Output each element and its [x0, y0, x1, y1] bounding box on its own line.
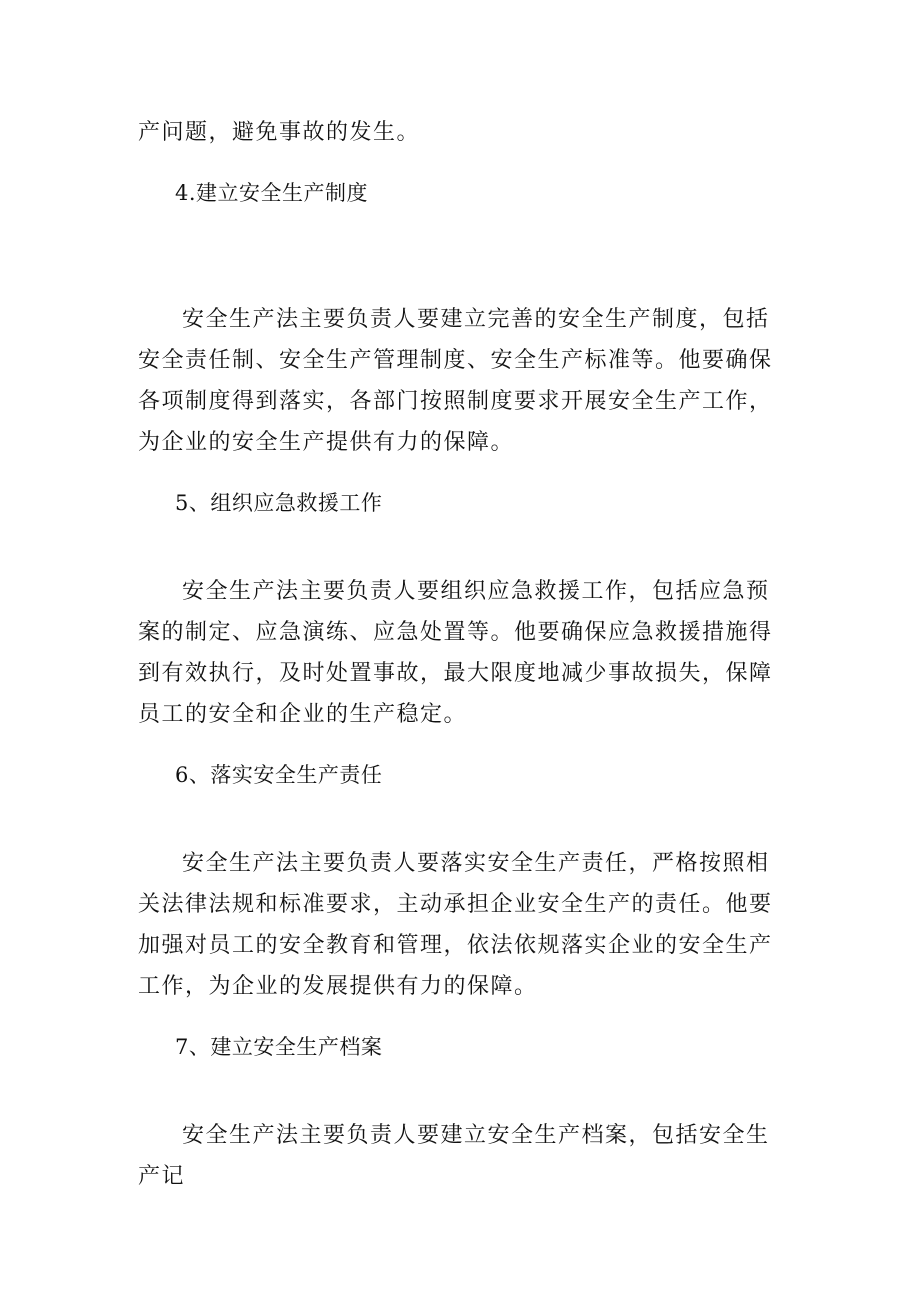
- paragraph-continuation: 产问题，避免事故的发生。: [138, 120, 421, 145]
- section-heading-5: 5、组织应急救援工作: [175, 491, 383, 515]
- section-heading-4: 4.建立安全生产制度: [175, 181, 369, 205]
- paragraph-section-6: 安全生产法主要负责人要落实安全生产责任，严格按照相关法律法规和标准要求，主动承担企业安全生产的责任。他要加强对员工的安全教育和管理，依法依规落实企业的安全生产工作，为企业的发展提供有力的保障。: [138, 851, 773, 999]
- section-heading-7: 7、建立安全生产档案: [175, 1035, 383, 1059]
- section-heading-6: 6、落实安全生产责任: [175, 763, 383, 787]
- paragraph-section-4: 安全生产法主要负责人要建立完善的安全生产制度，包括安全责任制、安全生产管理制度、安全生产标准等。他要确保各项制度得到落实，各部门按照制度要求开展安全生产工作，为企业的安全生产提供有力的保障。: [138, 307, 773, 455]
- document-page: [138, 112, 778, 1197]
- paragraph-section-5: 安全生产法主要负责人要组织应急救援工作，包括应急预案的制定、应急演练、应急处置等。他要确保应急救援措施得到有效执行，及时处置事故，最大限度地减少事故损失，保障员工的安全和企业的生产稳定。: [138, 579, 773, 727]
- paragraph-section-7: 安全生产法主要负责人要建立安全生产档案，包括安全生产记: [138, 1123, 770, 1189]
